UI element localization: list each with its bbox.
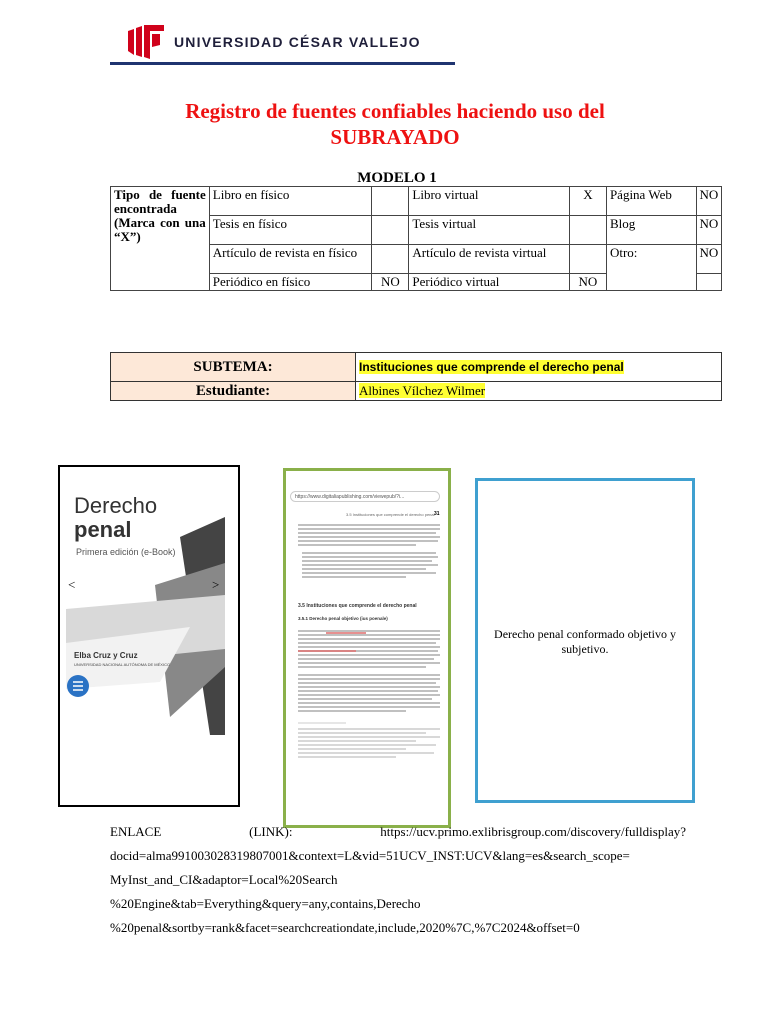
table-cell: Artículo de revista en físico [209,245,372,274]
student-value-cell [356,382,722,401]
note-text: Derecho penal conformado objetivo y subjetivo. [494,627,676,656]
title-line-1: Registro de fuentes confiables haciendo uso del [185,99,605,123]
mark-cell [569,245,606,274]
table-cell: Periódico en físico [209,274,372,291]
prev-arrow-icon[interactable]: < [68,577,76,592]
mark-cell: X [569,187,606,216]
note-box [475,478,695,803]
mark-cell: NO [372,274,409,291]
scan-subheading: 3.5.1 Derecho penal objetivo (ius poenale) [298,616,388,621]
cover-title-1: Derecho [74,493,158,518]
model-label: MODELO 1 [357,170,437,186]
link-label-paren: (LINK): [249,824,293,839]
mark-cell: NO [697,187,722,216]
source-type-label: Tipo de fuente encontrada (Marca con una “X”) [111,187,210,291]
table-cell: Libro virtual [409,187,570,216]
link-line-5[interactable]: %20penal&sortby=rank&facet=searchcreationdate,include,2020%7C,%7C2024&offset=0 [110,920,580,935]
mark-cell [697,274,722,291]
mark-cell: NO [697,216,722,245]
scan-page-num: 31 [434,511,440,517]
scan-url: https://www.digitaliapublishing.com/viewepub/?i... [295,494,405,500]
next-arrow-icon[interactable]: > [212,577,220,592]
link-line-3[interactable]: MyInst_and_CI&adaptor=Local%20Search [110,872,338,887]
table-cell: Artículo de revista virtual [409,245,570,274]
mark-cell [569,216,606,245]
subtema-value-cell [356,353,722,382]
document-title [100,98,690,150]
mark-cell: NO [697,245,722,274]
table-row [111,187,722,216]
table-cell: Libro en físico [209,187,372,216]
cover-edition: Primera edición (e-Book) [76,547,176,557]
cover-title-2: penal [74,517,132,542]
mark-cell [372,187,409,216]
link-line-2[interactable]: docid=alma991003028319807001&context=L&vid=51UCV_INST:UCV&lang=es&search_scope= [110,848,630,863]
table-cell: Otro: [606,245,697,291]
scan-text-lines [286,471,448,825]
link-line-4[interactable]: %20Engine&tab=Everything&query=any,contains,Derecho [110,896,421,911]
subtema-label: SUBTEMA: [111,353,356,382]
table-cell: Página Web [606,187,697,216]
page-scan-image [283,468,451,828]
student-label: Estudiante: [111,382,356,401]
header-rule [110,62,455,65]
mark-cell [372,216,409,245]
subtema-value: Instituciones que comprende el derecho penal [359,360,624,374]
subtema-table [110,352,722,401]
cover-publisher: UNIVERSIDAD NACIONAL AUTÓNOMA DE MÉXICO [74,662,171,667]
university-name: UNIVERSIDAD CÉSAR VALLEJO [174,34,421,50]
mark-cell [372,245,409,274]
table-cell: Periódico virtual [409,274,570,291]
mark-cell: NO [569,274,606,291]
table-cell: Tesis virtual [409,216,570,245]
table-cell: Tesis en físico [209,216,372,245]
link-block [110,820,686,940]
table-cell: Blog [606,216,697,245]
university-logo [128,25,164,59]
table-row [111,353,722,382]
title-line-2: SUBRAYADO [330,125,460,149]
student-value: Albines Vílchez Wilmer [359,383,486,398]
table-row [111,382,722,401]
link-line-1 [110,820,686,844]
link-url-start[interactable]: https://ucv.primo.exlibrisgroup.com/discovery/fulldisplay? [380,824,686,839]
source-type-table [110,186,722,291]
scan-page-ref: 3.5 Instituciones que comprende el derecho penal [346,512,435,517]
link-label: ENLACE [110,824,162,839]
book-cover-image [58,465,240,807]
scan-heading: 3.5 Instituciones que comprende el derecho penal [298,603,417,609]
cover-author: Elba Cruz y Cruz [74,651,138,660]
